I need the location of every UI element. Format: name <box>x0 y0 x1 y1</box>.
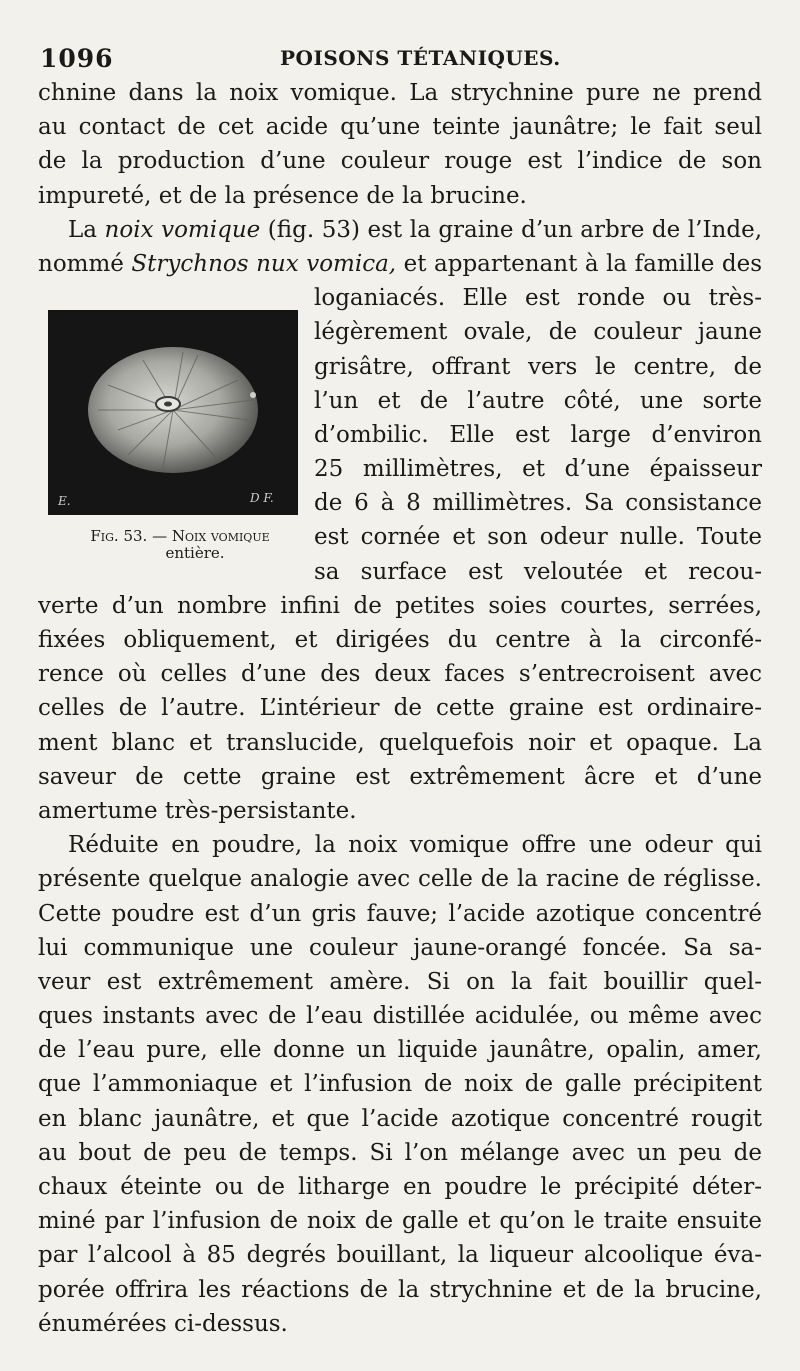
text-line: loganiacés. Elle est ronde ou très- <box>314 285 762 312</box>
text-line: de l’eau pure, elle donne un liquide jaunâtre, opalin, amer, <box>38 1037 762 1064</box>
text-line: au bout de peu de temps. Si l’on mélange avec un peu de <box>38 1139 762 1166</box>
text-line: amertume très-persistante. <box>38 797 357 824</box>
text-line: 25 millimètres, et d’une épaisseur <box>314 456 762 483</box>
text-line: miné par l’infusion de noix de galle et qu’on le traite ensuite <box>38 1208 762 1235</box>
text-line: au contact de cet acide qu’une teinte jaunâtre; le fait seul <box>38 114 762 141</box>
term-italic: noix vomique <box>104 216 261 243</box>
text-line: celles de l’autre. L’intérieur de cette graine est ordinaire- <box>38 695 762 722</box>
text-line: légèrement ovale, de couleur jaune <box>314 319 762 346</box>
engraver-signature-right: D F. <box>250 491 274 505</box>
caption-line-2: entière. <box>165 544 225 562</box>
text-line: nommé Strychnos nux vomica, et appartenant à la famille des <box>38 250 762 277</box>
text-line: est cornée et son odeur nulle. Toute <box>314 524 762 551</box>
text-line: porée offrira les réactions de la strychnine et de la brucine, <box>38 1276 762 1303</box>
text-line: La noix vomique (fig. 53) est la graine d’un arbre de l’Inde, <box>68 216 762 243</box>
running-title: POISONS TÉTANIQUES. <box>280 46 561 70</box>
text-line: l’un et de l’autre côté, une sorte <box>314 387 762 414</box>
text-line: par l’alcool à 85 degrés bouillant, la liqueur alcoolique éva- <box>38 1242 762 1269</box>
text-line: saveur de cette graine est extrêmement âcre et d’une <box>38 763 762 790</box>
text-line: sa surface est veloutée et recou- <box>314 558 762 585</box>
text-line: Cette poudre est d’un gris fauve; l’acide azotique concentré <box>38 900 762 927</box>
species-name-italic: Strychnos nux vomica, <box>131 250 397 277</box>
text-line: lui communique une couleur jaune-orangé foncée. Sa sa- <box>38 934 762 961</box>
text-line: veur est extrêmement amère. Si on la fait bouillir quel- <box>38 968 762 995</box>
text-line: impureté, et de la présence de la brucine. <box>38 182 527 209</box>
text-line: fixées obliquement, et dirigées du centre à la circonfé- <box>38 627 762 653</box>
text-line: de 6 à 8 millimètres. Sa consistance <box>314 490 762 517</box>
text-line: chnine dans la noix vomique. La strychnine pure ne prend <box>38 80 762 106</box>
text-line: en blanc jaunâtre, et que l’acide azotique concentré rougit <box>38 1105 762 1132</box>
caption-line-1: Fig. 53. — Noix vomique <box>90 527 270 545</box>
text-line: ques instants avec de l’eau distillée acidulée, ou même avec <box>38 1003 762 1030</box>
text-line: d’ombilic. Elle est large d’environ <box>314 421 762 448</box>
page-number: 1096 <box>40 44 114 73</box>
text-line: Réduite en poudre, la noix vomique offre une odeur qui <box>68 832 762 859</box>
text-line: ment blanc et translucide, quelquefois noir et opaque. La <box>38 729 762 756</box>
text-line: de la production d’une couleur rouge est l’indice de son <box>38 148 762 175</box>
text-line: grisâtre, offrant vers le centre, de <box>314 353 762 380</box>
text-line: énumérées ci-dessus. <box>38 1310 288 1337</box>
text-line: présente quelque analogie avec celle de la racine de réglisse. <box>38 866 762 893</box>
text-line: que l’ammoniaque et l’infusion de noix de galle précipitent <box>38 1071 762 1098</box>
engraver-signature-left: E. <box>58 494 71 508</box>
text-line: verte d’un nombre infini de petites soies courtes, serrées, <box>38 592 762 619</box>
body-text <box>38 76 762 1341</box>
text-line: rence où celles d’une des deux faces s’entrecroisent avec <box>38 661 762 688</box>
page-header <box>40 38 760 78</box>
text-line: chaux éteinte ou de litharge en poudre le précipité déter- <box>38 1174 762 1200</box>
